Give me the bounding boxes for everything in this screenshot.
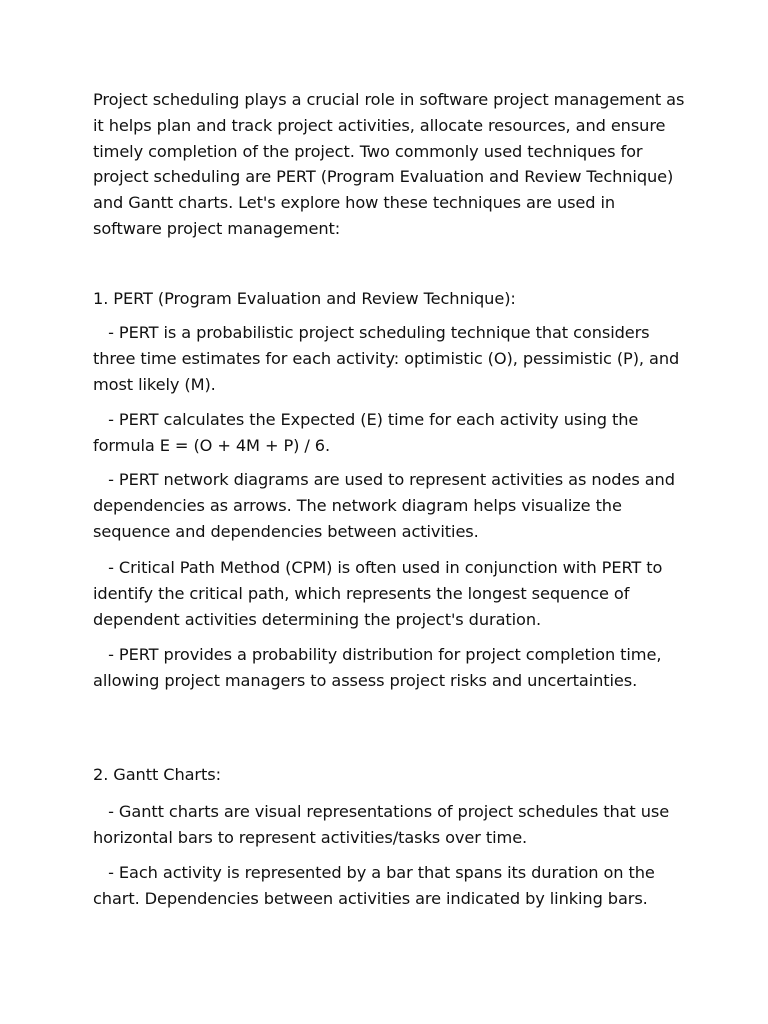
pert-bullet-expected-time: - PERT calculates the Expected (E) time for each activity using the formula E = (O + 4M + P) / 6.	[93, 410, 644, 455]
gantt-bullet-visual-representation: - Gantt charts are visual representations of project schedules that use horizontal bars to represent activities/tasks over time.	[93, 802, 675, 847]
pert-bullet-critical-path: - Critical Path Method (CPM) is often used in conjunction with PERT to identify the critical path, which represents the longest sequence of dependent activities determining the project's duration.	[93, 558, 668, 629]
pert-section-heading: 1. PERT (Program Evaluation and Review Technique):	[93, 289, 516, 308]
pert-bullet-probability-distribution: - PERT provides a probability distribution for project completion time, allowing project managers to assess project risks and uncertainties.	[93, 645, 667, 690]
gantt-section-heading: 2. Gantt Charts:	[93, 765, 221, 784]
pert-bullet-probabilistic: - PERT is a probabilistic project scheduling technique that considers three time estimates for each activity: optimistic (O), pessimistic (P), and most likely (M).	[93, 323, 685, 394]
intro-paragraph: Project scheduling plays a crucial role in software project management as it helps plan and track project activities, allocate resources, and ensure timely completion of the project. Two commonly used techniques for project scheduling are PERT (Program Evaluation and Review Technique) and Gantt charts. Let's explore how these techniques are used in software project management:	[93, 90, 685, 238]
gantt-bullet-activity-bars: - Each activity is represented by a bar that spans its duration on the chart. Dependencies between activities are indicated by linking bars.	[93, 863, 660, 908]
pert-bullet-network-diagrams: - PERT network diagrams are used to represent activities as nodes and dependencies as arrows. The network diagram helps visualize the sequence and dependencies between activities.	[93, 470, 680, 541]
